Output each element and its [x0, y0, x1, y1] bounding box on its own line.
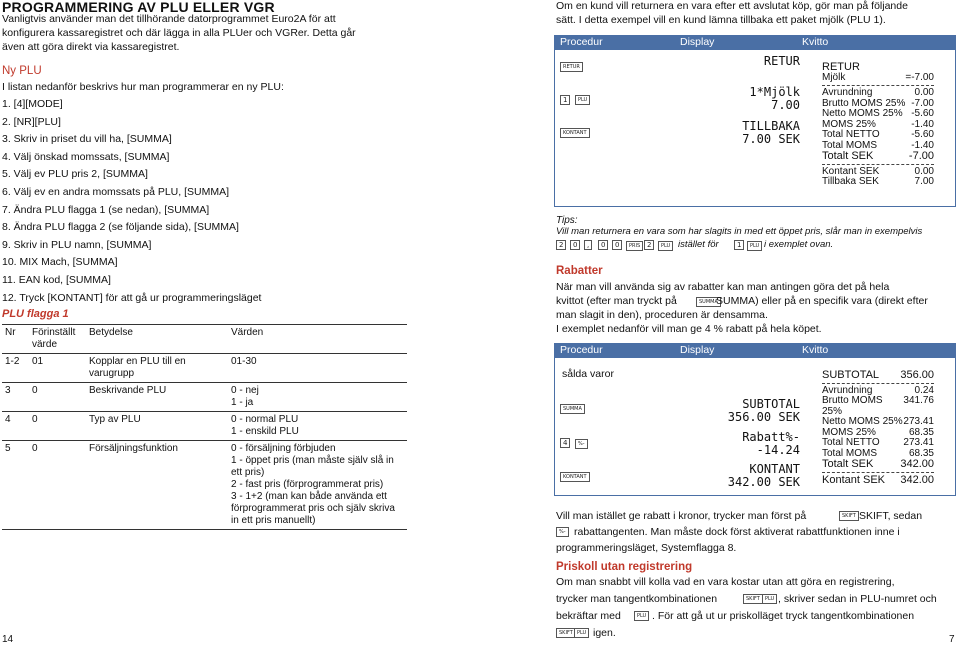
- table-cell: Beskrivande PLU: [86, 383, 228, 412]
- key: 1: [734, 240, 744, 250]
- discount-header-bar: [554, 343, 956, 358]
- key: 2: [556, 240, 566, 250]
- new-plu-text: I listan nedanför beskrivs hur man programmerar en ny PLU:: [2, 81, 284, 93]
- skift-key: SKIFT: [743, 594, 763, 604]
- table-header: Förinställt värde: [32, 327, 76, 350]
- discount-receipt: SUBTOTAL 356.00 Avrundning 0.24 Brutto MOMS 25% 341.76 Netto MOMS 25% 273.41 MOMS 25% 68.35 Total NETTO 273.41 Total MOMS 68.35 Totalt SEK 342.00 Kontant SEK 342.00: [822, 369, 934, 486]
- return-display: [680, 55, 800, 146]
- col-header: Display: [680, 36, 715, 48]
- table-cell: 0 - nej 1 - ja: [228, 383, 407, 412]
- display-line: 7.00 SEK: [742, 132, 800, 146]
- intro-paragraph: Vanligtvis använder man det tillhörande datorprogrammet Euro2A för att konfigurera kassaregistret och där lägga in alla PLUer och VGRer. Detta går även att göra direkt via kassaregistret.: [2, 13, 356, 53]
- display-line: 356.00 SEK: [727, 410, 800, 424]
- table-row: [2, 412, 407, 441]
- receipt-title: RETUR: [822, 61, 860, 73]
- table-header: Nr: [5, 327, 16, 338]
- table-cell: 4: [2, 412, 29, 441]
- step-item: 4. Välj önskad momssats, [SUMMA]: [2, 150, 170, 163]
- rabatter-heading: Rabatter: [556, 265, 603, 277]
- discount-key: %-: [556, 527, 569, 537]
- summa-key: SUMMA: [560, 404, 585, 414]
- step-item: 6. Välj ev en andra momssats på PLU, [SUMMA]: [2, 185, 230, 198]
- skift-key: SKIFT: [839, 511, 859, 521]
- tips-keys-row: [556, 238, 886, 252]
- table-row: [2, 383, 407, 412]
- display-line: 342.00 SEK: [727, 475, 800, 489]
- step-item: 12. Tryck [KONTANT] för att gå ur programmeringsläget: [2, 291, 262, 304]
- discount-after-text: Vill man istället ge rabatt i kronor, trycker man först på SKIFT SKIFT, sedan %- rabattangenten. Man måste dock först aktiverat rabattfunktionen inne i programmeringsläget, Systemflagga 8.: [556, 510, 923, 554]
- discount-key: %-: [575, 439, 588, 449]
- priskoll-heading: Priskoll utan registrering: [556, 561, 693, 573]
- return-intro: Om en kund vill returnera en vara efter ett avslutat köp, gör man på följande sätt. I detta exempel vill en kund lämna tillbaka ett paket mjölk (PLU 1).: [556, 0, 908, 26]
- table-header: Värden: [231, 327, 264, 338]
- page-number-right: 7: [949, 634, 955, 645]
- display-line: TILLBAKA: [742, 119, 800, 133]
- sold-items-label: sålda varor: [562, 368, 614, 380]
- key: ,: [584, 240, 592, 250]
- table-row: [2, 354, 407, 383]
- summa-key: SUMMA: [696, 297, 721, 307]
- plu-key: PLU: [575, 95, 590, 105]
- step-item: 5. Välj ev PLU pris 2, [SUMMA]: [2, 168, 148, 181]
- plu-key: PLU: [574, 628, 589, 638]
- table-cell: 5: [2, 441, 29, 530]
- table-cell: 0 - normal PLU 1 - enskild PLU: [228, 412, 407, 441]
- table-cell: 1-2: [2, 354, 29, 383]
- step-item: 1. [4][MODE]: [2, 98, 63, 110]
- rabatter-text: När man vill använda sig av rabatter kan man antingen göra det på hela kvittot (efter man tryckt på SUMMA SUMMA) eller på en specifik vara (direkt efter man slagit in den), proceduren är densamma. I exemplet nedanför vill man ge 4 % rabatt på hela köpet.: [556, 281, 928, 335]
- tips-label: Tips:: [556, 215, 578, 226]
- flag-table-wrap: [2, 324, 407, 530]
- col-header: Procedur: [560, 36, 603, 48]
- step-item: 8. Ändra PLU flagga 2 (se följande sida), [SUMMA]: [2, 221, 239, 234]
- key: 0: [570, 240, 580, 250]
- table-cell: Kopplar en PLU till en varugrupp: [86, 354, 228, 383]
- digit-key: 1: [560, 95, 570, 105]
- display-line: KONTANT: [749, 462, 800, 476]
- col-header: Procedur: [560, 344, 603, 356]
- retur-key: RETUR: [560, 62, 583, 72]
- display-line: Rabatt%-: [742, 430, 800, 444]
- col-header: Display: [680, 344, 715, 356]
- table-cell: 0: [29, 383, 86, 412]
- plu-key: PLU: [762, 594, 777, 604]
- tips-text: Vill man returnera en vara som har slagits in med ett öppet pris, slår man in exempelvis: [556, 226, 923, 237]
- table-row: [2, 441, 407, 530]
- step-item: 11. EAN kod, [SUMMA]: [2, 273, 111, 286]
- table-cell: Försäljningsfunktion: [86, 441, 228, 530]
- plu-key: PLU: [634, 611, 649, 621]
- page-number-left: 14: [2, 634, 14, 645]
- step-item: 2. [NR][PLU]: [2, 115, 61, 128]
- step-item: 10. MIX Mach, [SUMMA]: [2, 256, 118, 269]
- key: 2: [644, 240, 654, 250]
- skift-key: SKIFT: [556, 628, 576, 638]
- display-line: -14.24: [756, 443, 800, 457]
- kontant-key: KONTANT: [560, 472, 590, 482]
- col-header: Kvitto: [802, 36, 829, 48]
- flag-heading: PLU flagga 1: [2, 308, 69, 320]
- flag-table: [2, 325, 407, 529]
- display-line: RETUR: [763, 54, 800, 68]
- digit-key: 4: [560, 438, 570, 448]
- tips-end: i exemplet ovan.: [764, 239, 834, 250]
- plu-key: PLU: [747, 241, 762, 251]
- step-item: 9. Skriv in PLU namn, [SUMMA]: [2, 238, 152, 251]
- table-cell: 0: [29, 412, 86, 441]
- display-line: SUBTOTAL: [742, 397, 800, 411]
- return-receipt: RETUR Mjölk =-7.00 Avrundning 0.00 Brutto MOMS 25% -7.00 Netto MOMS 25% -5.60 MOMS 25% -1.40 Total NETTO -5.60 Total MOMS -1.40 Totalt SEK -7.00 Kontant SEK 0.00 Tillbaka SEK 7.00: [822, 61, 934, 187]
- return-header-bar: [554, 35, 956, 50]
- display-line: 1*Mjölk: [749, 85, 800, 99]
- step-item: 3. Skriv in priset du vill ha, [SUMMA]: [2, 133, 172, 146]
- kontant-key: KONTANT: [560, 128, 590, 138]
- key: 0: [598, 240, 608, 250]
- new-plu-heading: Ny PLU: [2, 65, 42, 77]
- step-item: 7. Ändra PLU flagga 1 (se nedan), [SUMMA]: [2, 203, 210, 216]
- steps-list: [2, 96, 261, 307]
- table-cell: Typ av PLU: [86, 412, 228, 441]
- display-line: 7.00: [771, 98, 800, 112]
- table-cell: 3: [2, 383, 29, 412]
- table-cell: 0 - försäljning förbjuden 1 - öppet pris (man måste själv slå in ett pris) 2 - fast pris (förprogrammerat pris) 3 - 1+2 (man kan både använda ett förprogrammerat pris och själv skriva in ett pris manuellt): [228, 441, 407, 530]
- col-header: Kvitto: [802, 344, 829, 356]
- table-header: Betydelse: [89, 327, 133, 338]
- table-cell: 01-30: [228, 354, 407, 383]
- page-title: PROGRAMMERING AV PLU ELLER VGR: [2, 0, 275, 15]
- key: 0: [612, 240, 622, 250]
- priskoll-text: Om man snabbt vill kolla vad en vara kostar utan att göra en registrering, trycker man tangentkombinationen SKIFT PLU , skriver sedan in PLU-numret och bekräftar med PLU . För att gå ut ur priskolläget tryck tangentkombinationen SKIFT PLU igen.: [556, 576, 937, 639]
- pris-key: PRIS: [626, 241, 643, 251]
- table-cell: 01: [29, 354, 86, 383]
- table-cell: 0: [29, 441, 86, 530]
- plu-key: PLU: [658, 241, 673, 251]
- tips-mid: istället för: [678, 239, 719, 250]
- discount-display: [680, 398, 800, 489]
